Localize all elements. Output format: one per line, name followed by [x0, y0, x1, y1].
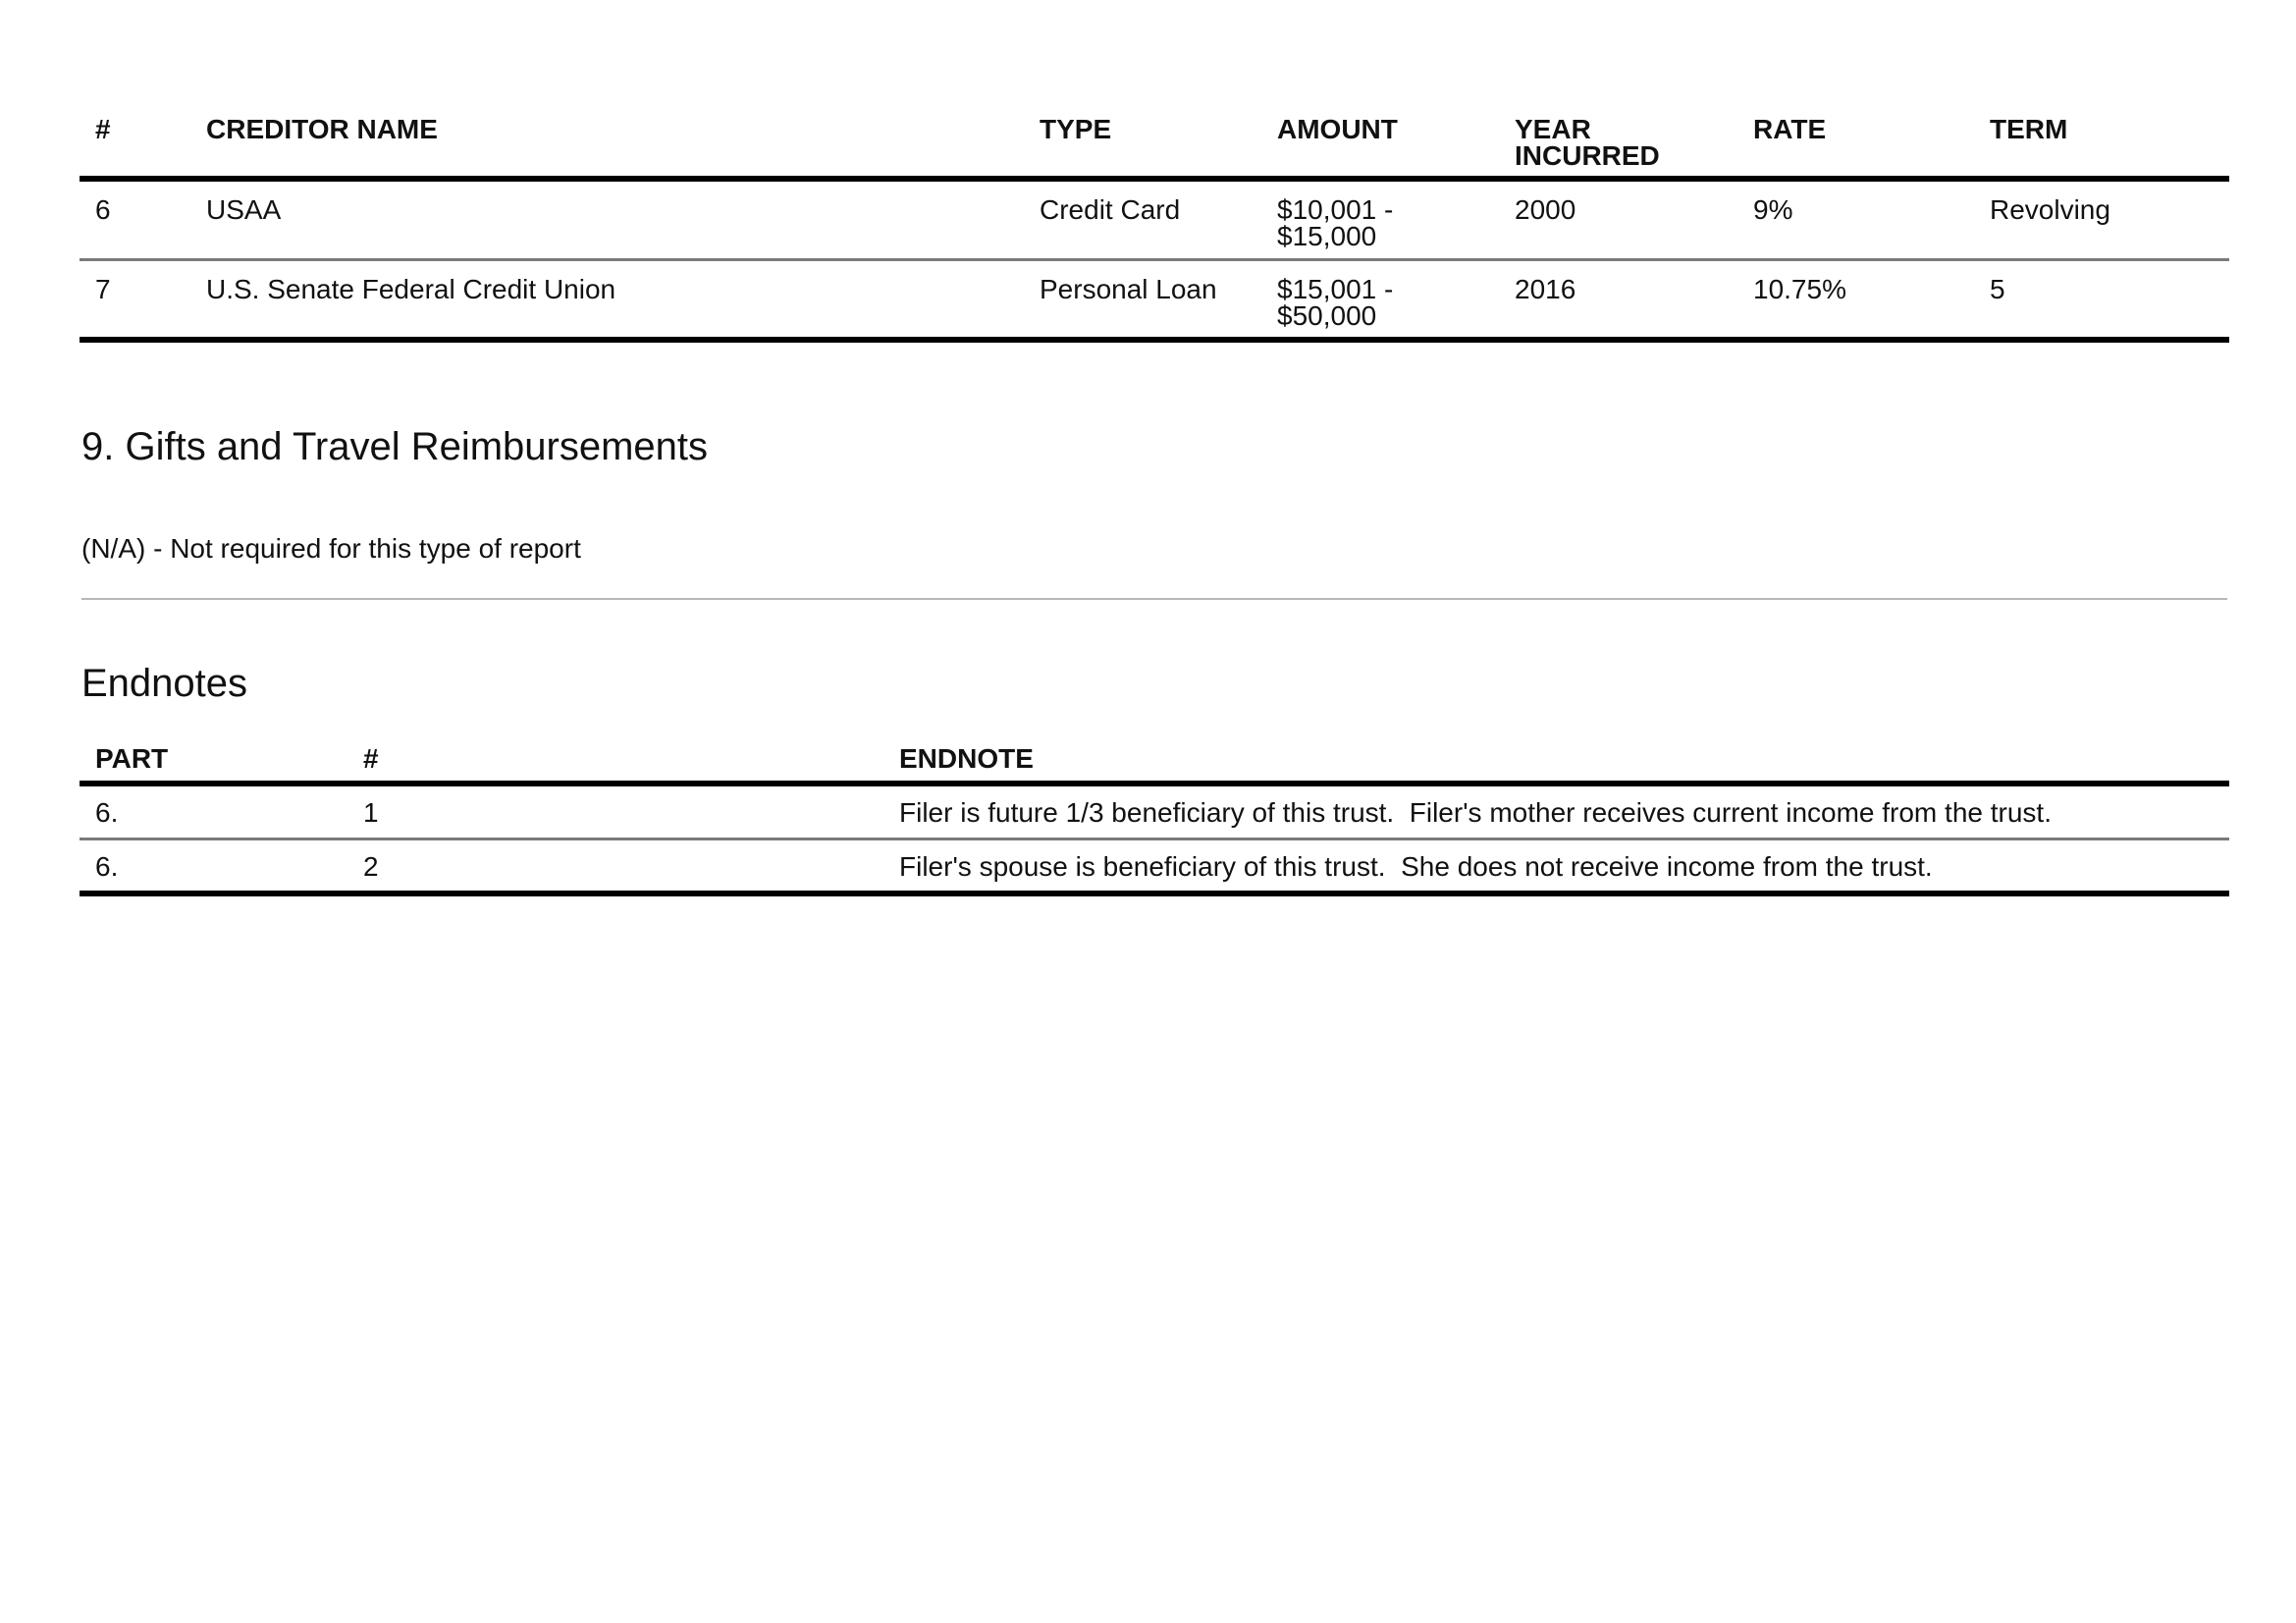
column-header-term: TERM — [1974, 116, 2229, 179]
amount-range-start: $15,001 - — [1277, 273, 1394, 304]
endnotes-title: Endnotes — [81, 662, 248, 705]
endnotes-table — [80, 745, 2229, 896]
column-header-endnote: ENDNOTE — [883, 745, 2229, 784]
cell-endnote: Filer is future 1/3 beneficiary of this trust. Filer's mother receives current income from the trust. — [883, 784, 2229, 839]
cell-creditor-name: USAA — [190, 179, 1024, 259]
gifts-not-required-note: (N/A) - Not required for this type of report — [81, 533, 581, 564]
liabilities-table — [80, 116, 2229, 343]
cell-year-incurred: 2000 — [1499, 179, 1737, 259]
column-header-number: # — [347, 745, 883, 784]
amount-range-end: $15,000 — [1277, 221, 1377, 251]
cell-number: 1 — [347, 784, 883, 839]
column-header-type: TYPE — [1024, 116, 1261, 179]
cell-type: Credit Card — [1024, 179, 1261, 259]
gifts-section-title: 9. Gifts and Travel Reimbursements — [81, 425, 709, 468]
cell-number: 7 — [80, 259, 190, 340]
cell-amount — [1261, 179, 1499, 259]
table-row — [80, 839, 2229, 893]
column-header-year-incurred: YEAR INCURRED — [1499, 116, 1737, 179]
column-header-part: PART — [80, 745, 347, 784]
column-header-creditor-name: CREDITOR NAME — [190, 116, 1024, 179]
table-row — [80, 179, 2229, 259]
cell-term: Revolving — [1974, 179, 2229, 259]
amount-range-end: $50,000 — [1277, 299, 1377, 331]
column-header-amount: AMOUNT — [1261, 116, 1499, 179]
cell-type: Personal Loan — [1024, 259, 1261, 340]
cell-part: 6. — [80, 839, 347, 893]
table-row — [80, 784, 2229, 839]
cell-part: 6. — [80, 784, 347, 839]
amount-range-start: $10,001 - — [1277, 194, 1394, 225]
table-row — [80, 259, 2229, 340]
cell-year-incurred: 2016 — [1499, 259, 1737, 340]
cell-number: 6 — [80, 179, 190, 259]
endnotes-header-row — [80, 745, 2229, 784]
cell-rate: 9% — [1737, 179, 1974, 259]
column-header-rate: RATE — [1737, 116, 1974, 179]
section-divider — [81, 598, 2227, 600]
column-header-number: # — [80, 116, 190, 179]
liabilities-header-row — [80, 116, 2229, 179]
cell-creditor-name: U.S. Senate Federal Credit Union — [190, 259, 1024, 340]
cell-term: 5 — [1974, 259, 2229, 340]
cell-number: 2 — [347, 839, 883, 893]
cell-rate: 10.75% — [1737, 259, 1974, 340]
cell-amount — [1261, 259, 1499, 340]
cell-endnote: Filer's spouse is beneficiary of this trust. She does not receive income from the trust. — [883, 839, 2229, 893]
